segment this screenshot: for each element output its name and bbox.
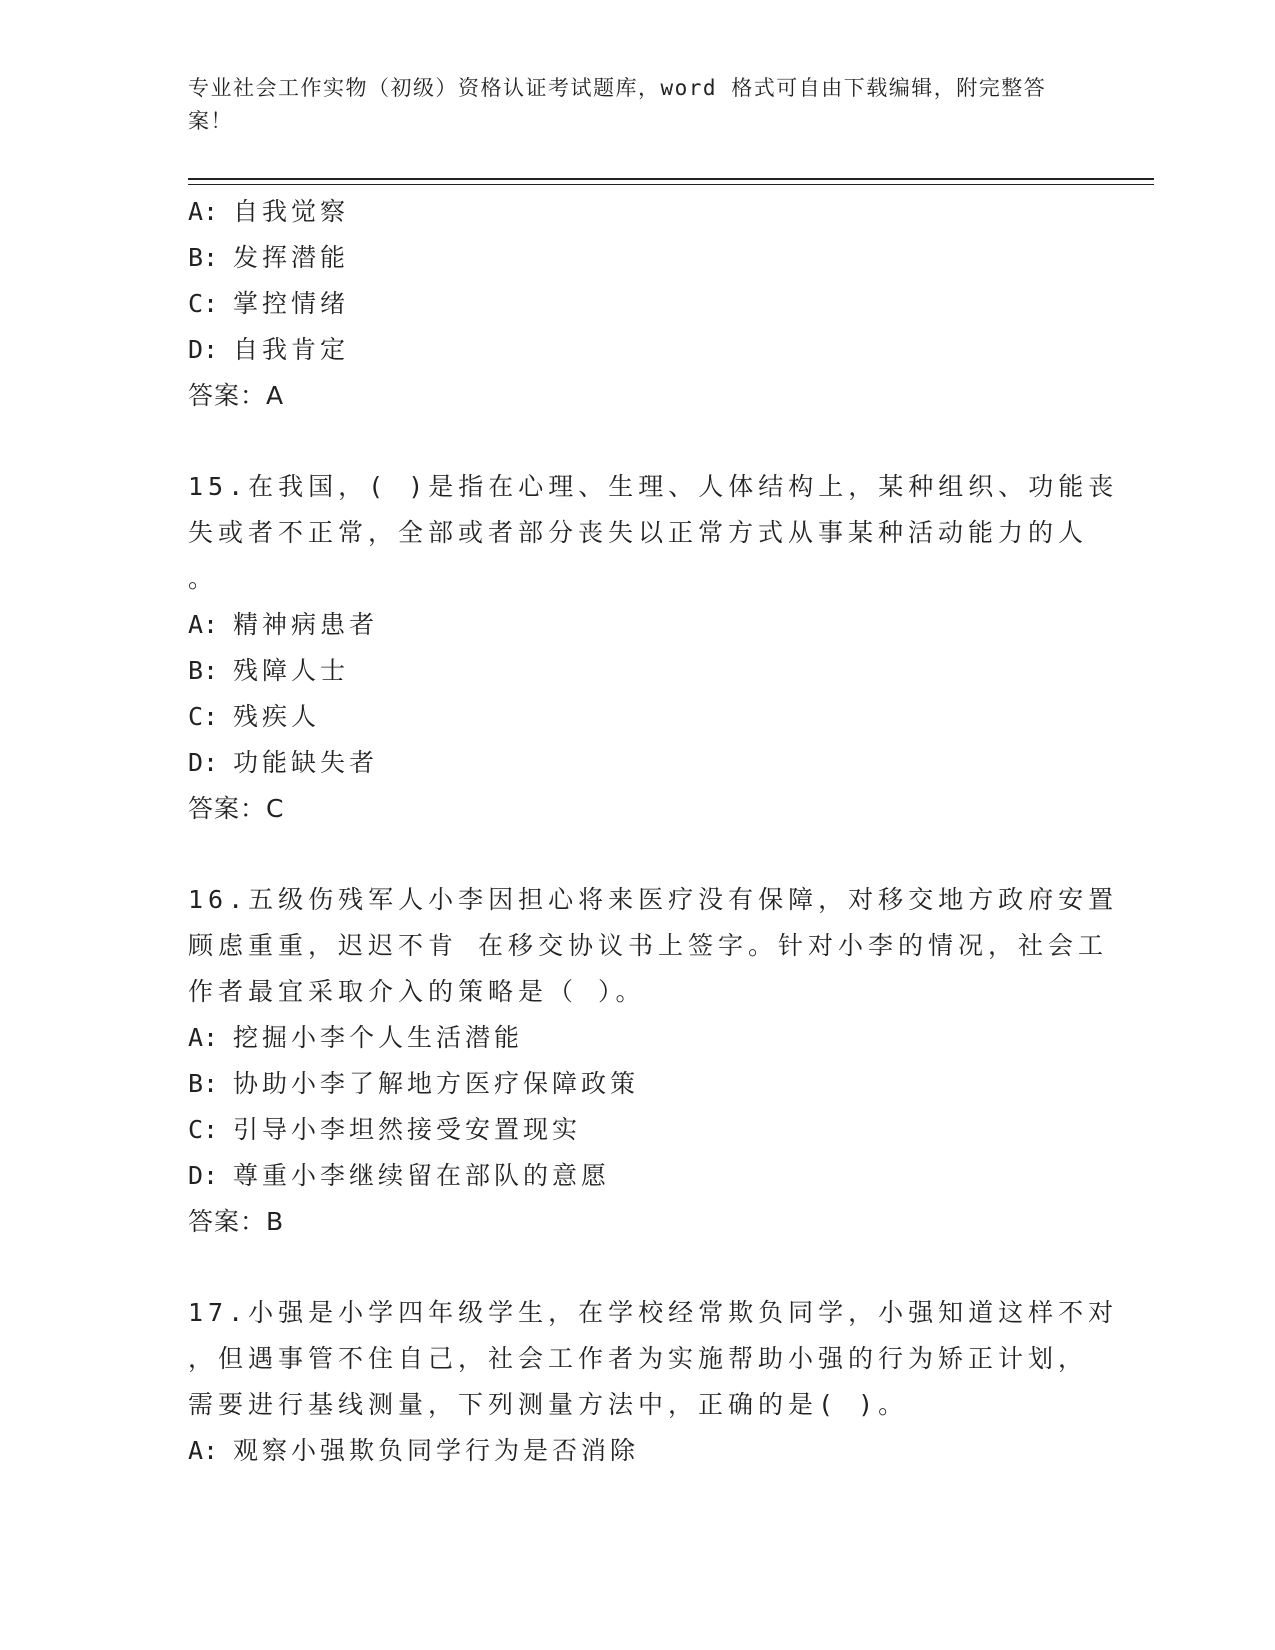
option-c: C: 引导小李坦然接受安置现实 <box>188 1115 582 1144</box>
header-rule-thick <box>188 178 1154 180</box>
option-b: B: 残障人士 <box>188 656 350 685</box>
spacer <box>188 1245 1078 1290</box>
document-header: 专业社会工作实物（初级）资格认证考试题库，word 格式可自由下载编辑，附完整答案！ <box>188 76 1047 133</box>
question-text-line: 需要进行基线测量，下列测量方法中，正确的是( )。 <box>188 1390 909 1419</box>
question-text-line: 15.在我国，( )是指在心理、生理、人体结构上，某种组织、功能丧 <box>188 472 1119 501</box>
option-c: C: 残疾人 <box>188 702 321 731</box>
option-a: A: 挖掘小李个人生活潜能 <box>188 1023 524 1052</box>
option-b: B: 协助小李了解地方医疗保障政策 <box>188 1069 640 1098</box>
spacer <box>188 419 1078 464</box>
header-rule-thin <box>188 184 1154 185</box>
question-text-line: 失或者不正常，全部或者部分丧失以正常方式从事某种活动能力的人 <box>188 518 1089 547</box>
question-14-block <box>188 189 1078 419</box>
question-list <box>188 189 1119 1474</box>
question-text-line: 17.小强是小学四年级学生，在学校经常欺负同学，小强知道这样不对 <box>188 1298 1119 1327</box>
option-d: D: 自我肯定 <box>188 335 350 364</box>
question-text-line: 。 <box>188 564 219 593</box>
option-d: D: 功能缺失者 <box>188 748 379 777</box>
question-15-block <box>188 464 1119 832</box>
option-c: C: 掌控情绪 <box>188 289 350 318</box>
option-d: D: 尊重小李继续留在部队的意愿 <box>188 1161 611 1190</box>
option-b: B: 发挥潜能 <box>188 243 350 272</box>
question-text-line: 作者最宜采取介入的策略是（ ）。 <box>188 977 646 1006</box>
question-text-line: 顾虑重重，迟迟不肯 在移交协议书上签字。针对小李的情况，社会工 <box>188 931 1109 960</box>
answer-label: 答案：B <box>188 1207 285 1236</box>
answer-label: 答案：C <box>188 794 285 823</box>
question-text-line: 16.五级伤残军人小李因担心将来医疗没有保障，对移交地方政府安置 <box>188 885 1119 914</box>
answer-label: 答案：A <box>188 381 285 410</box>
question-17-block <box>188 1290 1119 1474</box>
question-16-block <box>188 877 1119 1245</box>
option-a: A: 自我觉察 <box>188 197 350 226</box>
question-text-line: ，但遇事管不住自己，社会工作者为实施帮助小强的行为矫正计划， <box>188 1344 1089 1373</box>
option-a: A: 观察小强欺负同学行为是否消除 <box>188 1436 640 1465</box>
option-a: A: 精神病患者 <box>188 610 379 639</box>
spacer <box>188 832 1078 877</box>
